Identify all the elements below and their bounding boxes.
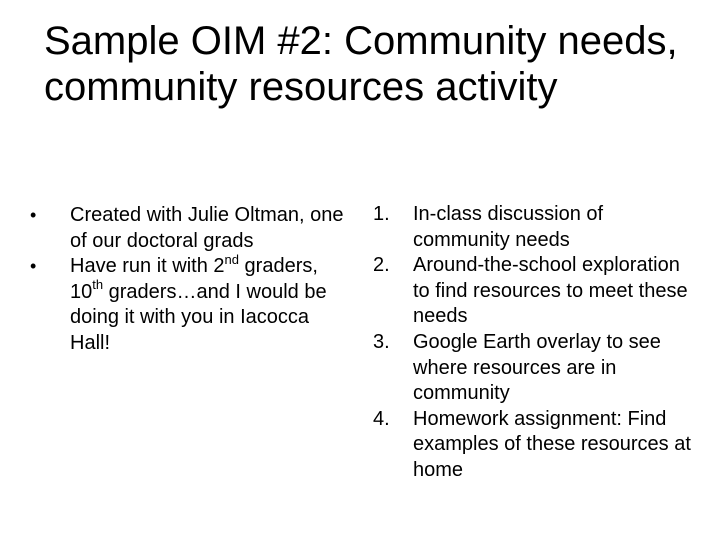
bullet-text-part: Have run it with 2 — [70, 255, 225, 278]
list-item — [373, 330, 693, 407]
bullet-text-part: graders…and I would be doing it with you in Iacocca Hall! — [70, 280, 327, 354]
ordinal-suffix: nd — [224, 251, 239, 267]
slide-title: Sample OIM #2: Community needs, community resources activity — [44, 19, 678, 109]
bullet-item — [28, 251, 348, 356]
bullet-marker: • — [30, 256, 37, 277]
bullet-list — [28, 203, 348, 357]
list-number: 1. — [373, 203, 390, 225]
ordinal-suffix: th — [92, 277, 104, 293]
list-item — [373, 253, 693, 330]
list-item-text: In-class discussion of community needs — [413, 203, 604, 251]
list-item-text: Google Earth overlay to see where resources are in community — [413, 330, 661, 405]
bullet-item — [28, 203, 348, 254]
list-item — [373, 202, 693, 253]
list-item — [373, 407, 693, 484]
numbered-list — [373, 202, 693, 484]
list-number: 4. — [373, 407, 390, 430]
list-item-text: Homework assignment: Find examples of these resources at home — [413, 407, 691, 481]
list-item-text: Around-the-school exploration to find resources to meet these needs — [413, 254, 688, 328]
bullet-text-part: graders, 10 — [70, 255, 318, 303]
bullet-text: Created with Julie Oltman, one of our doctoral grads — [70, 204, 344, 252]
bullet-marker: • — [30, 205, 37, 225]
bullet-text — [70, 251, 348, 356]
list-number: 3. — [373, 330, 390, 353]
list-number: 2. — [373, 254, 390, 277]
